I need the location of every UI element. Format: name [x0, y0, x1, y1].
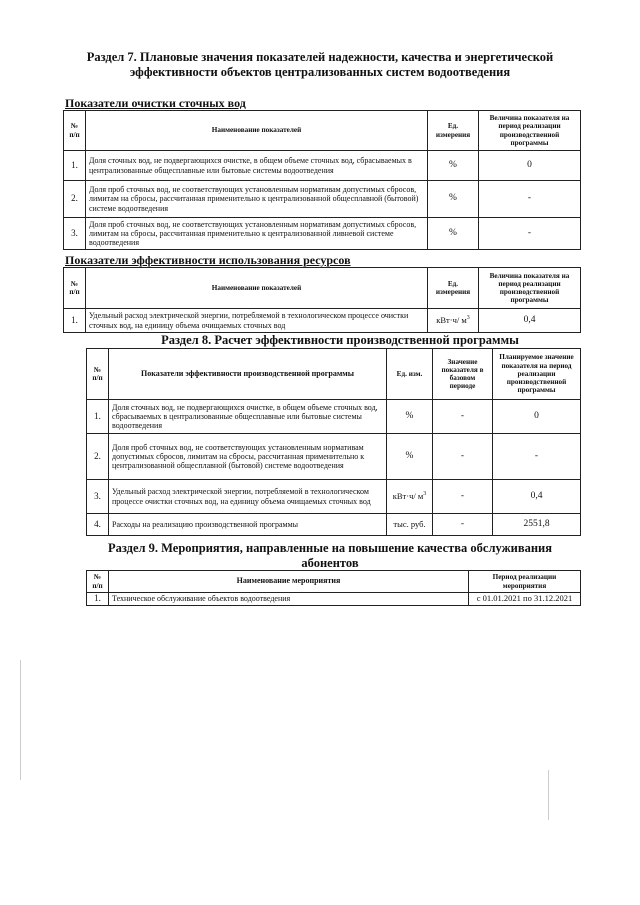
col-name-header: Наименование показателей [86, 111, 428, 151]
resources-table [63, 267, 581, 333]
col-name-header: Наименование мероприятия [109, 571, 469, 593]
section9-title [60, 541, 600, 571]
col-period-header: Период реализации мероприятия [469, 571, 581, 593]
col-unit-header: Ед. изм. [387, 349, 433, 400]
row-value: 0,4 [479, 309, 581, 333]
table-row [87, 593, 581, 606]
row-value: - [479, 218, 581, 250]
row-unit [428, 309, 479, 333]
efficiency-header-row [87, 349, 581, 400]
row-period: с 01.01.2021 по 31.12.2021 [469, 593, 581, 606]
row-value: 0 [479, 151, 581, 181]
scan-mark [548, 770, 549, 820]
table-row [87, 434, 581, 480]
row-unit: % [387, 434, 433, 480]
col-name-header: Наименование показателей [86, 268, 428, 309]
row-unit: % [428, 151, 479, 181]
table-row [64, 151, 581, 181]
unit-superscript: 3 [423, 491, 427, 498]
row-plan: - [493, 434, 581, 480]
row-plan: 0,4 [493, 480, 581, 514]
table-row [64, 218, 581, 250]
row-num: 2. [64, 181, 86, 218]
col-num-header: № п/п [87, 571, 109, 593]
row-value: - [479, 181, 581, 218]
unit-text: кВт·ч/ м [392, 490, 424, 501]
row-name: Расходы на реализацию производственной программы [109, 514, 387, 536]
section7-title-line1: Раздел 7. Плановые значения показателей надежности, качества и энергетической [86, 50, 554, 64]
row-name: Доля сточных вод, не подвергающихся очистке, в общем объеме сточных вод, сбрасываемых в централизованные общесплавные или бытовые системы водоотведения [86, 151, 428, 181]
col-plan-header: Планируемое значение показателя на период реализации производственной программы [493, 349, 581, 400]
row-name: Удельный расход электрической энергии, потребляемой в технологическом процессе очистки сточных вод, на единицу объема очищаемых сточных вод [109, 480, 387, 514]
measures-header-row [87, 571, 581, 593]
scan-mark [20, 660, 21, 780]
table-row [87, 400, 581, 434]
cleaning-table [63, 110, 581, 250]
row-base: - [433, 514, 493, 536]
unit-text: кВт·ч/ м [436, 314, 467, 325]
col-value-header: Величина показателя на период реализации производственной программы [479, 111, 581, 151]
row-unit: % [428, 218, 479, 250]
row-name: Техническое обслуживание объектов водоотведения [109, 593, 469, 606]
col-num-header: № п/п [64, 268, 86, 309]
section7-title [40, 50, 600, 80]
cleaning-header-row [64, 111, 581, 151]
row-num: 1. [64, 151, 86, 181]
section8-title: Раздел 8. Расчет эффективности производственной программы [161, 333, 519, 347]
row-name: Доля проб сточных вод, не соответствующих установленным нормативам допустимых сбросов, лимитам на сбросы, рассчитанная применительно к централизованной общесплавной (бытовой) системе водоотведения [86, 181, 428, 218]
row-unit: тыс. руб. [387, 514, 433, 536]
row-num: 3. [64, 218, 86, 250]
row-num: 1. [64, 309, 86, 333]
row-plan: 0 [493, 400, 581, 434]
row-base: - [433, 400, 493, 434]
row-num: 1. [87, 593, 109, 606]
table-row [64, 309, 581, 333]
col-base-header: Значение показателя в базовом периоде [433, 349, 493, 400]
resources-header-row [64, 268, 581, 309]
row-unit: % [428, 181, 479, 218]
row-num: 4. [87, 514, 109, 536]
col-num-header: № п/п [64, 111, 86, 151]
col-name-header: Показатели эффективности производственной программы [109, 349, 387, 400]
table-row [87, 480, 581, 514]
section9-title-line2: абонентов [301, 556, 359, 570]
col-num-header: № п/п [87, 349, 109, 400]
col-unit-header: Ед. измерения [428, 111, 479, 151]
measures-table [86, 570, 581, 606]
row-base: - [433, 480, 493, 514]
row-num: 3. [87, 480, 109, 514]
row-name: Доля сточных вод, не подвергающихся очистке, в общем объеме сточных вод, сбрасываемых в централизованные общесплавные или бытовые системы водоотведения [109, 400, 387, 434]
table-row [64, 181, 581, 218]
row-name: Удельный расход электрической энергии, потребляемой в технологическом процессе очистки сточных вод, на единицу объема очищаемых сточных вод [86, 309, 428, 333]
resources-heading: Показатели эффективности использования ресурсов [65, 253, 351, 267]
cleaning-heading: Показатели очистки сточных вод [65, 96, 246, 110]
efficiency-table [86, 348, 581, 536]
row-plan: 2551,8 [493, 514, 581, 536]
section7-title-line2: эффективности объектов централизованных систем водоотведения [129, 65, 511, 79]
section9-title-line1: Раздел 9. Мероприятия, направленные на повышение качества обслуживания [107, 541, 553, 555]
unit-superscript: 3 [466, 315, 470, 322]
row-base: - [433, 434, 493, 480]
col-value-header: Величина показателя на период реализации производственной программы [479, 268, 581, 309]
col-unit-header: Ед. измерения [428, 268, 479, 309]
row-num: 1. [87, 400, 109, 434]
row-unit: % [387, 400, 433, 434]
row-name: Доля проб сточных вод, не соответствующих установленным нормативам допустимых сбросов, лимитам на сбросы, рассчитанная применительно к централизованной ливневой системе водоотведения [86, 218, 428, 250]
row-name: Доля проб сточных вод, не соответствующих установленным нормативам допустимых сбросов, лимитам на сбросы, рассчитанная применительно к централизованной общесплавной (бытовой) системе водоотведения [109, 434, 387, 480]
row-num: 2. [87, 434, 109, 480]
table-row [87, 514, 581, 536]
row-unit [387, 480, 433, 514]
